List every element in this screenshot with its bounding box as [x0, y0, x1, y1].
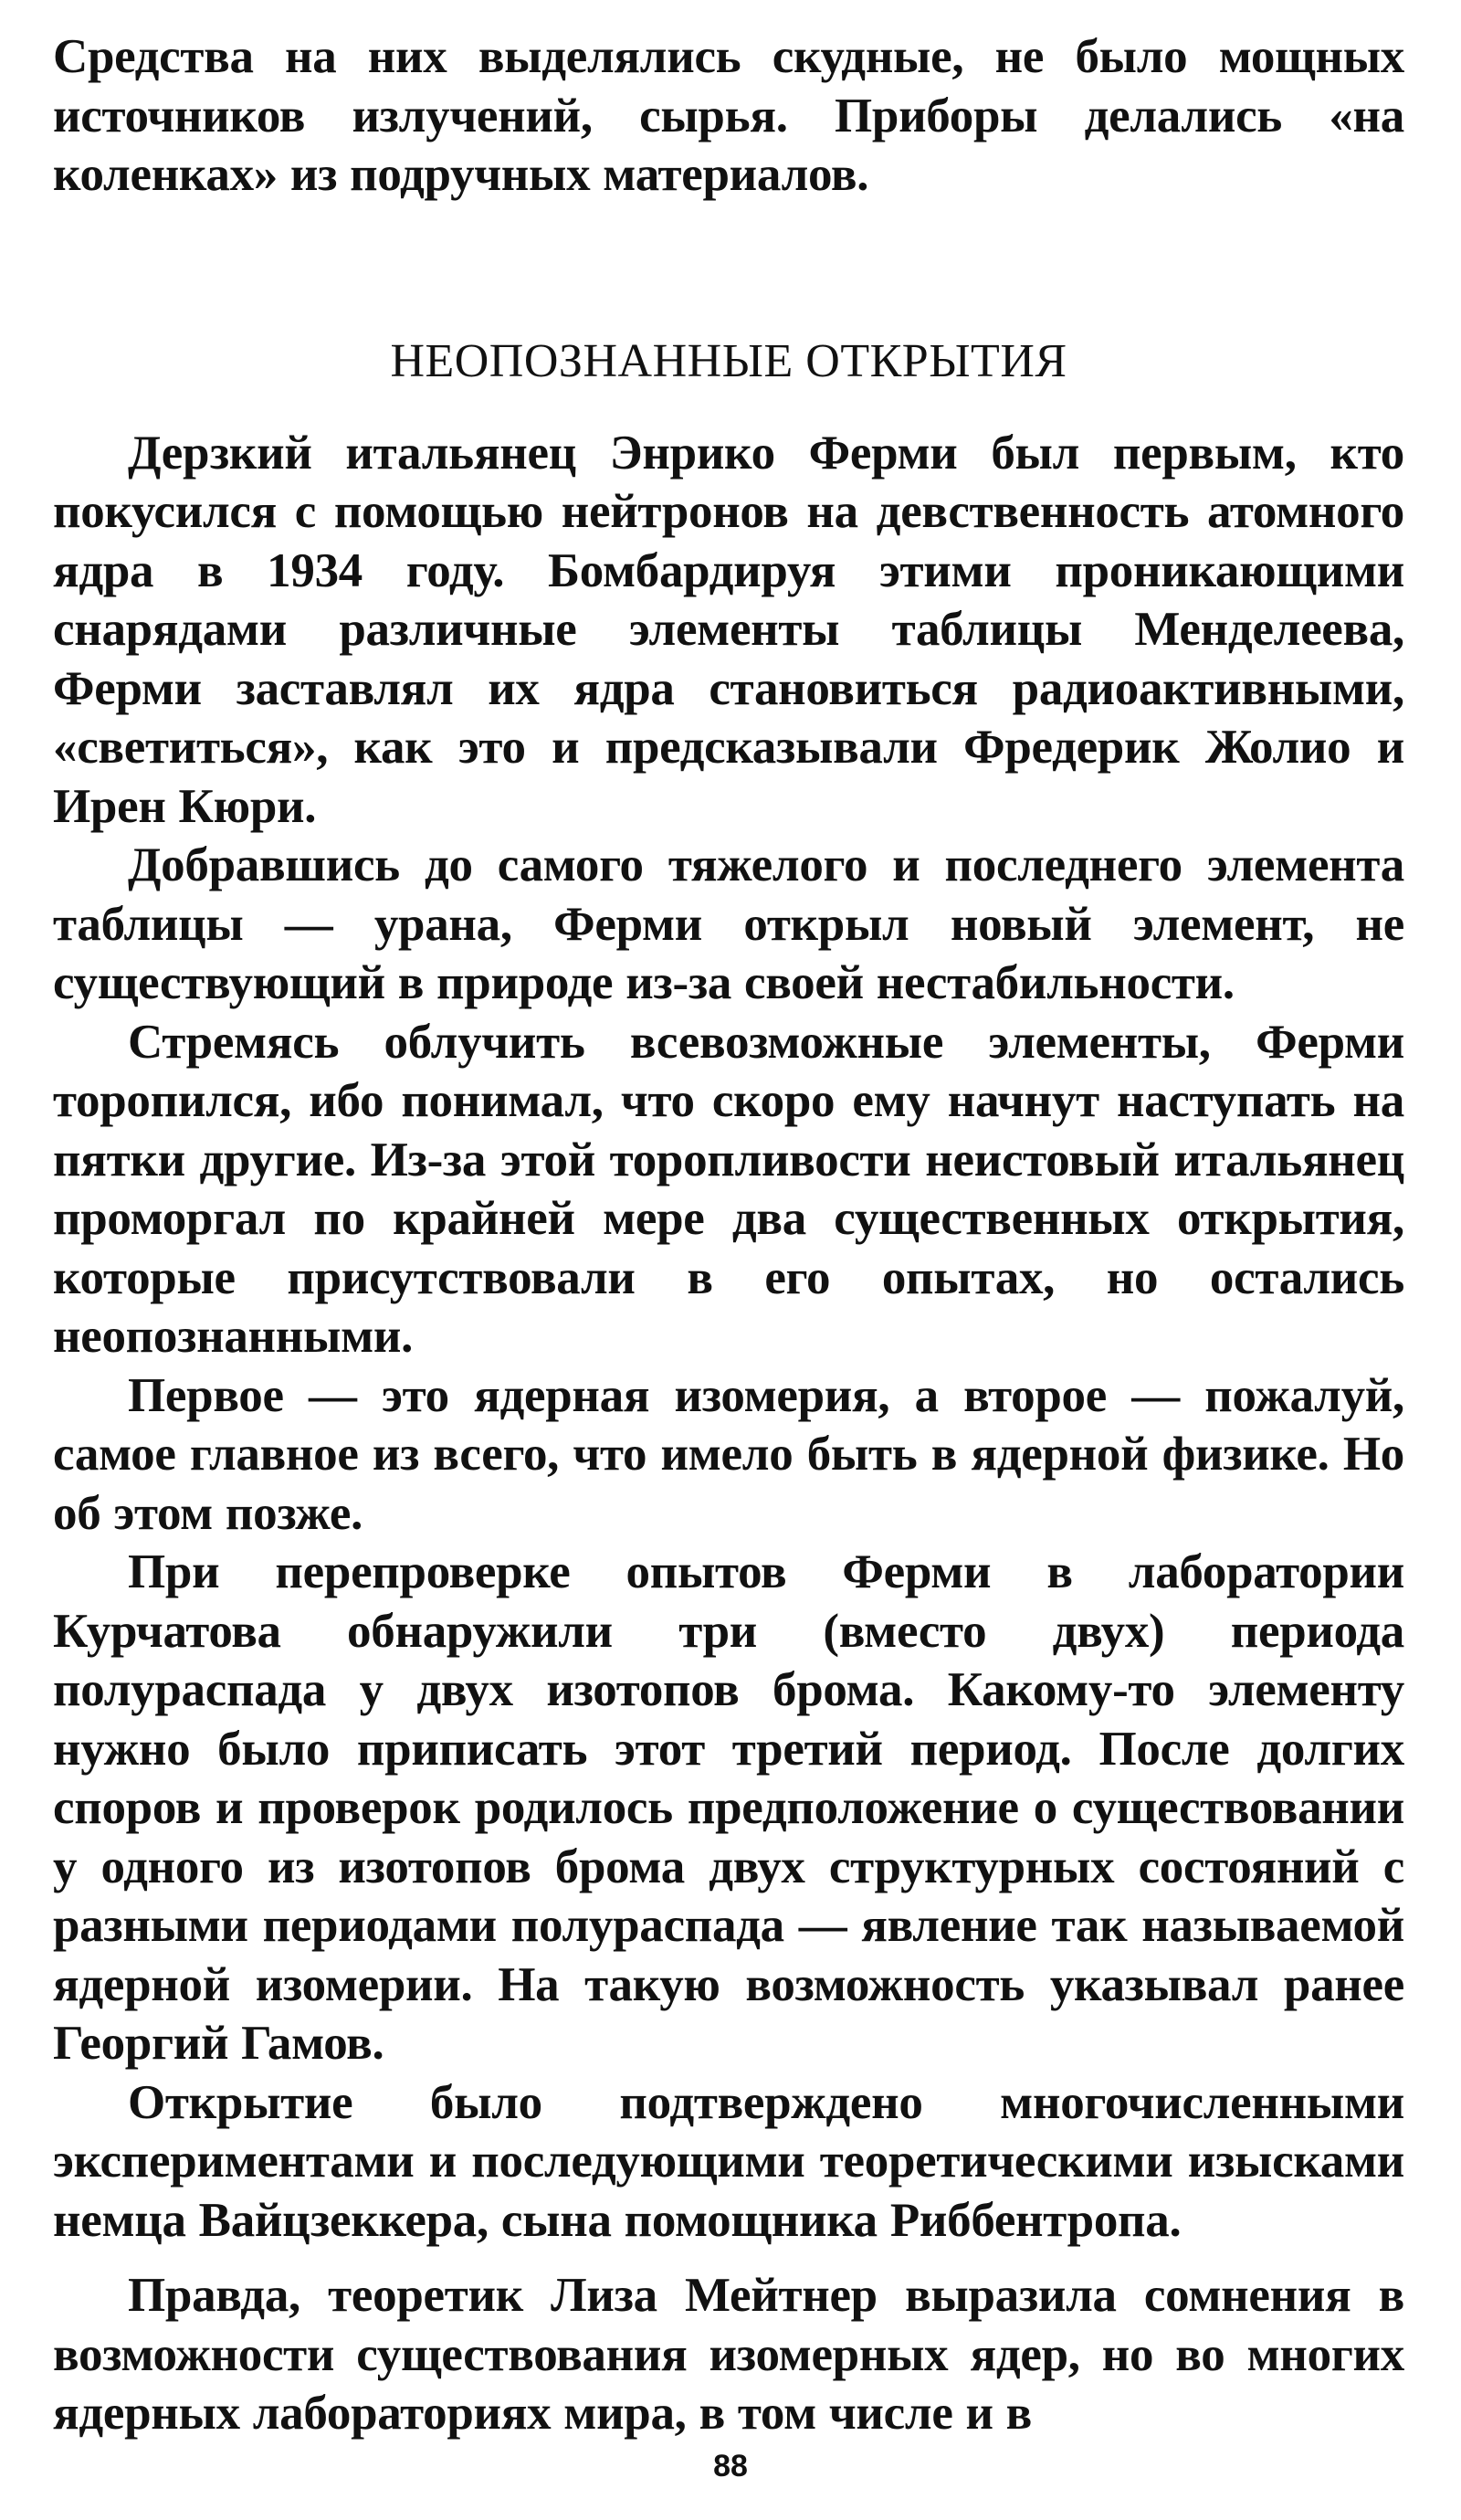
paragraph-meitner: Правда, теоретик Лиза Мейтнер выразила сомнения в возможности существования изомерных ядер, но во многих ядерных лабораториях мира, в том числе и в [53, 2269, 1404, 2440]
section-heading: НЕОПОЗНАННЫЕ ОТКРЫТИЯ [390, 334, 1067, 387]
paragraph-uranium: Добравшись до самого тяжелого и последнего элемента таблицы — урана, Ферми открыл новый элемент, не существующий в природе из-за своей нестабильности. [53, 838, 1404, 1009]
paragraph-fermi-first: Дерзкий итальянец Энрико Ферми был первым, кто покусился с помощью нейтронов на девственность атомного ядра в 1934 году. Бомбардируя этими проникающими снарядами различные элементы таблицы Менделеева, Ферми заставлял их ядра становиться радиоактивными, «светиться», как это и предсказывали Фредерик Жолио и Ирен Кюри. [53, 426, 1404, 833]
book-page [53, 27, 1404, 2494]
paragraph-kurchatov-lab: При перепроверке опытов Ферми в лаборатории Курчатова обнаружили три (вместо двух) периода полураспада у двух изотопов брома. Какому-то элементу нужно было приписать этот третий период. После долгих споров и проверок родилось предположение о существовании у одного из изотопов брома двух структурных состояний с разными периодами полураспада — явление так называемой ядерной изомерии. На такую возможность указывал ранее Георгий Гамов. [53, 1545, 1404, 2070]
paragraph-confirmation: Открытие было подтверждено многочисленными экспериментами и последующими теоретическими изысками немца Вайцзеккера, сына помощника Риббентропа. [53, 2075, 1404, 2247]
page-number: 88 [713, 2449, 748, 2483]
intro-paragraph: Средства на них выделялись скудные, не было мощных источников излучений, сырья. Приборы делались «на коленках» из подручных материалов. [53, 30, 1404, 201]
paragraph-hurry: Стремясь облучить всевозможные элементы, Ферми торопился, ибо понимал, что скоро ему начнут наступать на пятки другие. Из-за этой торопливости неистовый итальянец проморгал по крайней мере два существенных открытия, которые присутствовали в его опытах, но остались неопознанными. [53, 1015, 1404, 1363]
paragraph-isomerism: Первое — это ядерная изомерия, а второе — пожалуй, самое главное из всего, что имело быть в ядерной физике. Но об этом позже. [53, 1368, 1404, 1540]
